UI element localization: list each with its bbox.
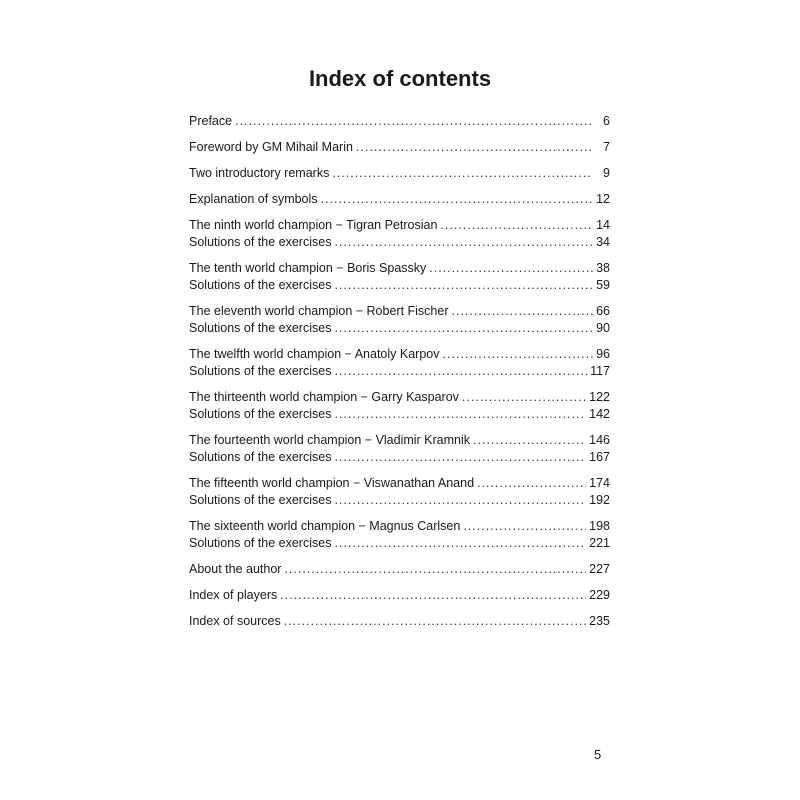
toc-entry-label: About the author (189, 562, 282, 576)
toc-entry-page: 192 (589, 493, 610, 507)
dot-leader (332, 165, 593, 182)
toc-entry[interactable] (189, 320, 610, 337)
dot-leader (334, 234, 593, 251)
toc-entry[interactable] (189, 217, 610, 234)
toc-entry-label: Preface (189, 114, 233, 128)
page-title: Index of contents (308, 66, 492, 91)
toc-entry[interactable] (189, 587, 610, 604)
toc-entry[interactable] (189, 346, 610, 363)
toc-entry[interactable] (189, 277, 610, 294)
toc-entry-page: 96 (596, 347, 610, 361)
toc-group (189, 113, 610, 130)
dot-leader (235, 113, 593, 130)
toc-entry[interactable] (189, 406, 610, 423)
toc-entry-label: Two introductory remarks (189, 166, 330, 180)
toc-entry-page: 174 (589, 476, 610, 490)
toc-entry[interactable] (189, 535, 610, 552)
dot-leader (356, 139, 593, 156)
toc-group (189, 346, 610, 380)
page-number: 5 (594, 747, 602, 762)
dot-leader (334, 492, 586, 509)
toc-entry-page: 9 (603, 166, 610, 180)
toc-entry[interactable] (189, 139, 610, 156)
toc-entry-label: Solutions of the exercises (189, 536, 332, 550)
toc-entry-page: 198 (589, 519, 610, 533)
toc-entry[interactable] (189, 191, 610, 208)
toc-entry-page: 90 (596, 321, 610, 335)
toc-group (189, 139, 610, 156)
toc-entry[interactable] (189, 113, 610, 130)
dot-leader (334, 449, 586, 466)
toc-entry[interactable] (189, 475, 610, 492)
toc-group (189, 587, 610, 604)
toc-entry-label: Solutions of the exercises (189, 407, 332, 421)
toc-entry-page: 229 (589, 588, 610, 602)
toc-entry-page: 59 (596, 278, 610, 292)
toc-entry-page: 14 (596, 218, 610, 232)
toc-entry-label: Foreword by GM Mihail Marin (189, 140, 353, 154)
toc-entry-label: Index of sources (189, 614, 281, 628)
toc-entry-label: The sixteenth world champion − Magnus Carlsen (189, 519, 461, 533)
toc-group (189, 260, 610, 294)
toc-group (189, 518, 610, 552)
toc-group (189, 165, 610, 182)
dot-leader (284, 561, 586, 578)
toc-entry-label: The eleventh world champion − Robert Fischer (189, 304, 449, 318)
toc-group (189, 561, 610, 578)
toc-entry-label: Solutions of the exercises (189, 235, 332, 249)
dot-leader (334, 363, 587, 380)
toc-entry-label: The twelfth world champion − Anatoly Karpov (189, 347, 440, 361)
toc-group (189, 475, 610, 509)
toc-entry[interactable] (189, 518, 610, 535)
toc-entry[interactable] (189, 260, 610, 277)
toc-entry-page: 7 (603, 140, 610, 154)
toc-entry-page: 227 (589, 562, 610, 576)
toc-entry-label: The fourteenth world champion − Vladimir Kramnik (189, 433, 471, 447)
toc-entry-page: 167 (589, 450, 610, 464)
dot-leader (463, 518, 586, 535)
table-of-contents (189, 113, 610, 639)
dot-leader (473, 432, 586, 449)
dot-leader (280, 587, 586, 604)
toc-entry-page: 142 (589, 407, 610, 421)
toc-entry[interactable] (189, 303, 610, 320)
dot-leader (429, 260, 593, 277)
toc-entry-page: 122 (589, 390, 610, 404)
toc-entry-label: The ninth world champion − Tigran Petrosian (189, 218, 438, 232)
dot-leader (284, 613, 586, 630)
toc-entry[interactable] (189, 449, 610, 466)
dot-leader (334, 535, 586, 552)
toc-entry-label: Solutions of the exercises (189, 364, 332, 378)
toc-entry[interactable] (189, 165, 610, 182)
toc-entry[interactable] (189, 363, 610, 380)
toc-group (189, 613, 610, 630)
dot-leader (321, 191, 593, 208)
toc-entry-page: 66 (596, 304, 610, 318)
toc-entry-label: Solutions of the exercises (189, 278, 332, 292)
toc-entry-page: 221 (589, 536, 610, 550)
toc-entry-page: 12 (596, 192, 610, 206)
toc-entry-label: Index of players (189, 588, 278, 602)
toc-entry-page: 235 (589, 614, 610, 628)
dot-leader (442, 346, 593, 363)
toc-entry-page: 6 (603, 114, 610, 128)
dot-leader (462, 389, 586, 406)
toc-entry-page: 38 (596, 261, 610, 275)
toc-entry-label: Solutions of the exercises (189, 450, 332, 464)
toc-entry-label: The tenth world champion − Boris Spassky (189, 261, 427, 275)
toc-entry[interactable] (189, 613, 610, 630)
toc-entry-label: Solutions of the exercises (189, 321, 332, 335)
toc-entry-label: Explanation of symbols (189, 192, 318, 206)
dot-leader (334, 277, 593, 294)
dot-leader (452, 303, 593, 320)
dot-leader (334, 320, 593, 337)
toc-entry-label: Solutions of the exercises (189, 493, 332, 507)
dot-leader (440, 217, 593, 234)
toc-entry-label: The thirteenth world champion − Garry Kasparov (189, 390, 459, 404)
toc-group (189, 217, 610, 251)
toc-group (189, 389, 610, 423)
dot-leader (334, 406, 586, 423)
toc-entry[interactable] (189, 389, 610, 406)
toc-entry[interactable] (189, 561, 610, 578)
toc-entry-page: 117 (590, 364, 610, 378)
toc-group (189, 191, 610, 208)
toc-entry[interactable] (189, 234, 610, 251)
toc-entry-page: 34 (596, 235, 610, 249)
toc-group (189, 432, 610, 466)
toc-entry-page: 146 (589, 433, 610, 447)
toc-entry[interactable] (189, 432, 610, 449)
toc-entry[interactable] (189, 492, 610, 509)
toc-entry-label: The fifteenth world champion − Viswanathan Anand (189, 476, 475, 490)
toc-group (189, 303, 610, 337)
dot-leader (477, 475, 586, 492)
